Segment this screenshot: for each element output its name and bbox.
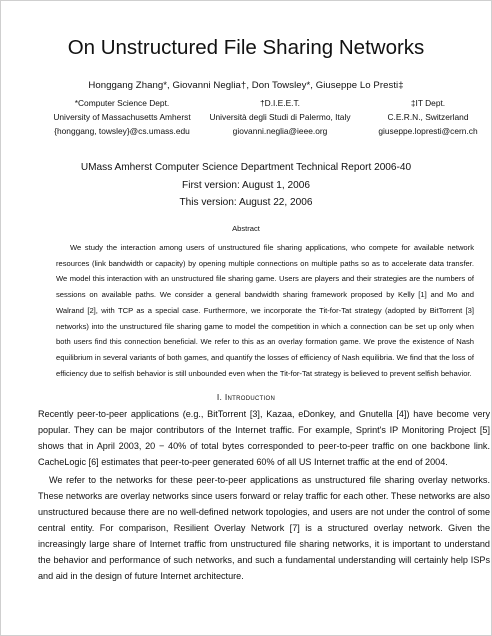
affiliation-dept: †D.I.E.E.T. <box>259 98 301 108</box>
section-number: I. <box>216 392 223 402</box>
affiliation-institution: University of Massachusetts Amherst <box>53 112 191 122</box>
abstract-text: We study the interaction among users of unstructured file sharing applications, who compete for available network resources (link bandwidth or capacity) by opening multiple connections on multiple paths so as to accelerate data transfer. We model this interaction with an unstructured file sharing game. Users are players and their strategies are the numbers of sessions on available paths. We consider a general bandwidth sharing framework proposed by Kelly [1] and Mo and Walrand [2], with TCP as a special case. Furthermore, we incorporate the Tit-for-Tat strategy (adopted by BitTorrent [3] networks) into the unstructured file sharing game to model the competition in which a connection can be set up only when both users find this connection beneficial. We refer to this as an overlay formation game. We prove the existence of Nash equilibrium in several variants of both games, and quantify the losses of efficiency of Nash equilibria. We find that the loss of efficiency due to selfish behavior is still unbounded even when the Tit-for-Tat strategy is believed to prevent selfish behavior. <box>56 243 474 378</box>
affiliation-dept: *Computer Science Dept. <box>74 98 170 108</box>
abstract-heading: Abstract <box>232 224 260 233</box>
paper-title: On Unstructured File Sharing Networks <box>67 36 425 59</box>
section-heading-introduction <box>0 392 492 402</box>
intro-paragraph-2: We refer to the networks for these peer-to-peer applications as unstructured file sharing overlay networks. These networks are overlay networks since users forward or relay traffic for each other. These networks are also unstructured because there are no well-defined network topologies, and users are not under the control of some central entity. For comparison, Resilient Overlay Network [7] is a structured overlay network. Given the increasingly large share of Internet traffic from unstructured file sharing networks, it is important to understand the behavior and performance of such networks, and such a fundamental understanding will certainly help ISPs and aid in the design of future Internet architecture. <box>38 475 490 581</box>
first-version-date: First version: August 1, 2006 <box>182 180 310 191</box>
affiliation-dept: ‡IT Dept. <box>410 98 446 108</box>
affiliation-email: {honggang, towsley}@cs.umass.edu <box>54 126 190 136</box>
intro-paragraph-1: Recently peer-to-peer applications (e.g., BitTorrent [3], Kazaa, eDonkey, and Gnutella [4]) have become very popular. They can be major contributors of the Internet traffic. For example, Sprint's IP Monitoring Project [5] shows that in April 2003, 20 − 40% of total bytes corresponded to peer-to-peer traffic on one backbone link. CacheLogic [6] estimates that peer-to-peer generated 60% of all US Internet traffic at the end of 2004. <box>38 409 490 467</box>
this-version-date: This version: August 22, 2006 <box>179 197 313 208</box>
section-title: Introduction <box>224 392 276 402</box>
affiliation-palermo <box>200 96 360 138</box>
affiliation-institution: C.E.R.N., Switzerland <box>387 112 469 122</box>
affiliation-umass <box>42 96 202 138</box>
affiliation-email: giovanni.neglia@ieee.org <box>232 126 328 136</box>
affiliation-email: giuseppe.lopresti@cern.ch <box>378 126 478 136</box>
affiliation-institution: Università degli Studi di Palermo, Italy <box>209 112 351 122</box>
author-list: Honggang Zhang*, Giovanni Neglia†, Don Towsley*, Giuseppe Lo Presti‡ <box>88 80 404 91</box>
tech-report-line: UMass Amherst Computer Science Department Technical Report 2006-40 <box>80 162 412 173</box>
affiliation-cern <box>368 96 488 138</box>
